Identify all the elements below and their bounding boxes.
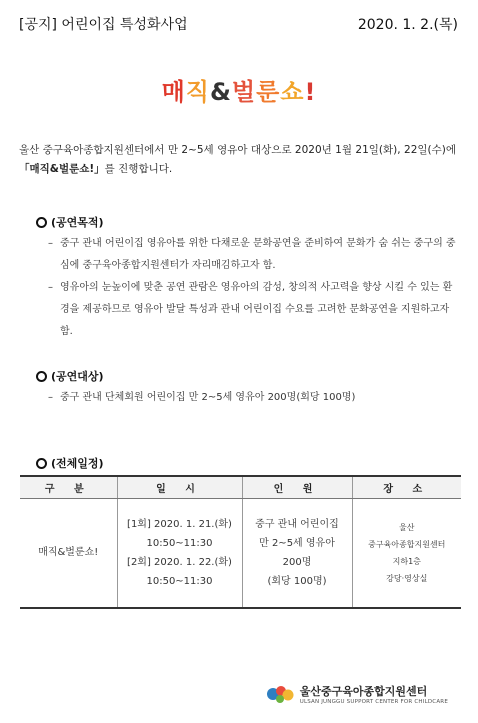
table-row	[20, 498, 461, 608]
intro-text-end: 를 진행합니다.	[104, 163, 173, 175]
datetime-line: [2회] 2020. 1. 22.(화)	[127, 556, 232, 568]
datetime-line: 10:50~11:30	[146, 537, 213, 549]
event-title-char: &	[209, 78, 232, 106]
place-line: 강당·영상실	[386, 573, 428, 583]
event-title-graphic	[0, 72, 478, 107]
cell-category: 매직&벌룬쇼!	[20, 498, 117, 608]
column-header: 인 원	[242, 476, 352, 498]
circle-bullet-icon	[36, 217, 47, 228]
event-title-char: 룬	[256, 78, 281, 106]
list-item: – 영유아의 눈높이에 맞춘 공연 관람은 영유아의 감성, 창의적 사고력을 향상 시킬 수 있는 환경을 제공하므로 영유아 발달 특성과 관내 어린이집 수요를 고려한 문화공연을 지원하고자 함.	[48, 277, 458, 343]
center-name: 울산중구육아종합지원센터	[299, 685, 428, 698]
list-item: – 중구 관내 어린이집 영유아를 위한 다채로운 문화공연을 준비하여 문화가 숨 쉬는 중구의 중심에 중구육아종합지원센터가 자리매김하고자 함.	[48, 233, 458, 277]
event-title-char: 직	[185, 78, 210, 106]
section-title-text: (전체일정)	[51, 457, 104, 470]
section-title	[36, 368, 458, 384]
column-header: 일 시	[117, 476, 242, 498]
intro-paragraph	[19, 141, 456, 179]
people-line: 200명	[282, 556, 312, 568]
event-title-char: 벌	[231, 78, 257, 106]
center-logo-icon	[266, 683, 296, 705]
section-title	[36, 455, 458, 471]
center-logo	[266, 683, 448, 705]
people-line: (회당 100명)	[267, 575, 327, 587]
intro-text: 울산 중구육아종합지원센터에서 만 2~5세 영유아 대상으로 2020년 1월 21일(화), 22일(수)에	[19, 144, 456, 156]
audience-list	[48, 387, 458, 409]
section-title-text: (공연대상)	[51, 370, 104, 383]
section-schedule	[36, 455, 458, 471]
section-title-text: (공연목적)	[51, 216, 104, 229]
place-line: 울산	[399, 522, 415, 532]
people-line: 만 2~5세 영유아	[259, 537, 335, 549]
event-title-char: !	[304, 78, 317, 106]
people-line: 중구 관내 어린이집	[255, 518, 339, 530]
cell-people	[242, 498, 352, 608]
cell-place	[352, 498, 461, 608]
center-name-english: ULSAN JUNGGU SUPPORT CENTER FOR CHILDCARE	[299, 699, 448, 705]
list-item: – 중구 관내 단체회원 어린이집 만 2~5세 영유아 200명(회당 100명)	[48, 387, 458, 409]
schedule-table	[20, 475, 461, 609]
place-line: 지하1층	[392, 556, 421, 566]
section-purpose	[36, 214, 458, 343]
place-line: 중구육아종합지원센터	[368, 539, 446, 549]
center-logo-text	[300, 683, 448, 705]
column-header: 장 소	[352, 476, 461, 498]
circle-bullet-icon	[36, 458, 47, 469]
column-header: 구 분	[20, 476, 117, 498]
intro-highlight: 「매직&벌룬쇼!」	[19, 163, 105, 175]
datetime-line: [1회] 2020. 1. 21.(화)	[127, 518, 232, 530]
table-header-row	[20, 476, 461, 498]
datetime-line: 10:50~11:30	[146, 575, 213, 587]
section-audience	[36, 368, 458, 409]
section-title	[36, 214, 458, 230]
circle-bullet-icon	[36, 371, 47, 382]
purpose-list	[48, 233, 458, 343]
notice-date: 2020. 1. 2.(목)	[357, 17, 458, 33]
cell-datetime	[117, 498, 242, 608]
event-title-char: 매	[161, 78, 186, 106]
notice-header	[19, 12, 458, 36]
notice-title: [공지] 어린이집 특성화사업	[19, 17, 188, 33]
event-title-char: 쇼	[280, 78, 305, 106]
